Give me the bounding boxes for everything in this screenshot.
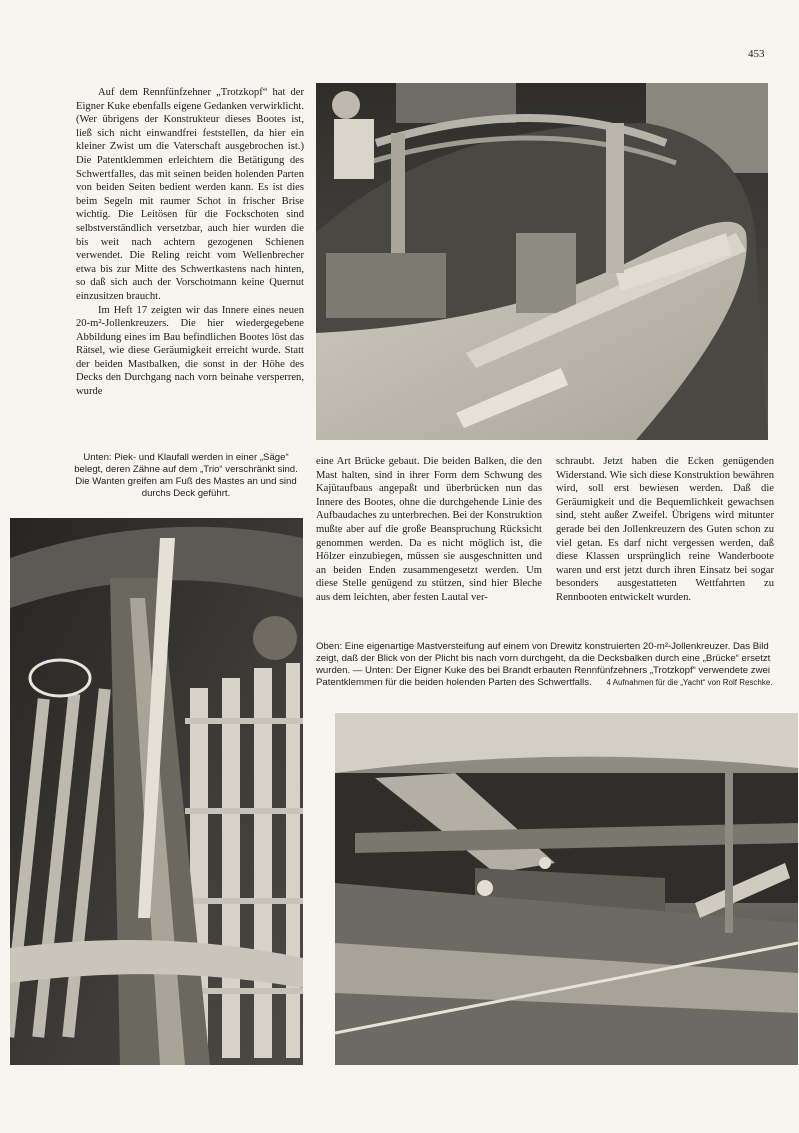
page-number: 453 (748, 48, 765, 60)
paragraph-jollenkreuzer: Im Heft 17 zeigten wir das Innere eines neuen 20-m²-Jollenkreuzers. Die hier wiedergegebene Abbildung eines im Bau befindlichen Bootes löst das Rätsel, wie diese Geräumigkeit erreicht wurde. Statt der beiden Mastbalken, die sonst in der Höhe des Decks den Durchgang nach vorn beinahe versperren, wurde (76, 304, 304, 398)
article-column-3: schraubt. Jetzt haben die Ecken genügenden Widerstand. Wie sich diese Konstruktion bewähren wird, soll erst bewiesen werden. Daß die Geräumigkeit und die Bequemlichkeit gewachsen sind, steht außer Zweifel. Übrigens wird mitunter gerade bei den Jollenkreuzern des Guten schon zu viel getan. Es darf nicht vergessen werden, daß diese Klassen ursprünglich reine Wanderboote waren und erst jetzt durch ihren Einsatz bei sogar besonders ausgestatteten Wettfahrten zu Rennbooten entwickelt wurden. (556, 456, 774, 603)
article-column-2: eine Art Brücke gebaut. Die beiden Balken, die den Mast halten, sind in ihrer Form dem Schwung des Kajütaufbaus angepaßt und überbrücken nun das Innere des Bootes, ohne die durchgehende Linie des Aufbaudaches zu unterbrechen. Bei der Konstruktion mußte aber auf die große Beanspruchung Rücksicht genommen werden. Da es nicht möglich ist, die Hölzer einzubiegen, müssen sie ausgeschnitten und an beiden Enden zusammengesetzt werden. Um diese Stelle genügend zu stützen, sind hier Bleche aus dem leichten, aber festen Lautal ver- (316, 456, 542, 603)
photo-trotzkopf-cockpit (335, 713, 798, 1065)
photo-credit: 4 Aufnahmen für die „Yacht“ von Rolf Reschke. (606, 678, 773, 687)
caption-right-text: Oben: Eine eigenartige Mastversteifung auf einem von Drewitz konstruierten 20-m²-Jollenkreuzer. Das Bild zeigt, daß der Blick von der Plicht bis nach vorn durchgeht, da die Decksbalken durch eine „Brücke“ ersetzt wurden. — Unten: Der Eigner Kuke des bei Brandt erbauten Rennfünfzehners „Trotzkopf“ verwendete zwei Patentklemmen für die beiden holenden Parten des Schwertfalls. (316, 641, 771, 688)
caption-right-photos (316, 641, 784, 689)
photo-boat-construction (316, 83, 768, 440)
photo-deck-saege (10, 518, 303, 1065)
article-column-1 (76, 86, 304, 446)
caption-left-photo: Unten: Piek- und Klaufall werden in einer „Säge“ belegt, deren Zähne auf dem „Trio“ verschränkt sind. Die Wanten greifen am Fuß des Mastes an und sind durchs Deck geführt. (74, 452, 298, 499)
paragraph-trotzkopf: Auf dem Rennfünfzehner „Trotzkopf“ hat der Eigner Kuke ebenfalls eigene Gedanken verwirklicht. (Wer übrigens der Konstrukteur dieses Bootes ist, ließ sich nicht einwandfrei feststellen, da hier ein kleiner Zwist um die Vaterschaft ausgebrochen ist.) Die Patentklemmen erleichtern die Betätigung des Schwertfalles, das mit seinen beiden holenden Parten von beiden Seiten bedient werden kann. Es ist dies beim Segeln mit raumer Schot in frischer Brise wichtig. Die Leitösen für die Fockschoten sind selbstverständlich versetzbar, auch hier wurden die bis weit nach achtern gezogenen Schienen verwendet. Die Reling reicht vom Wellenbrecher etwa bis zur Mitte des Schwertkastens nach hinten, so daß sich auch der Vorschotmann keine Quernut einzusitzen braucht. (76, 87, 304, 302)
